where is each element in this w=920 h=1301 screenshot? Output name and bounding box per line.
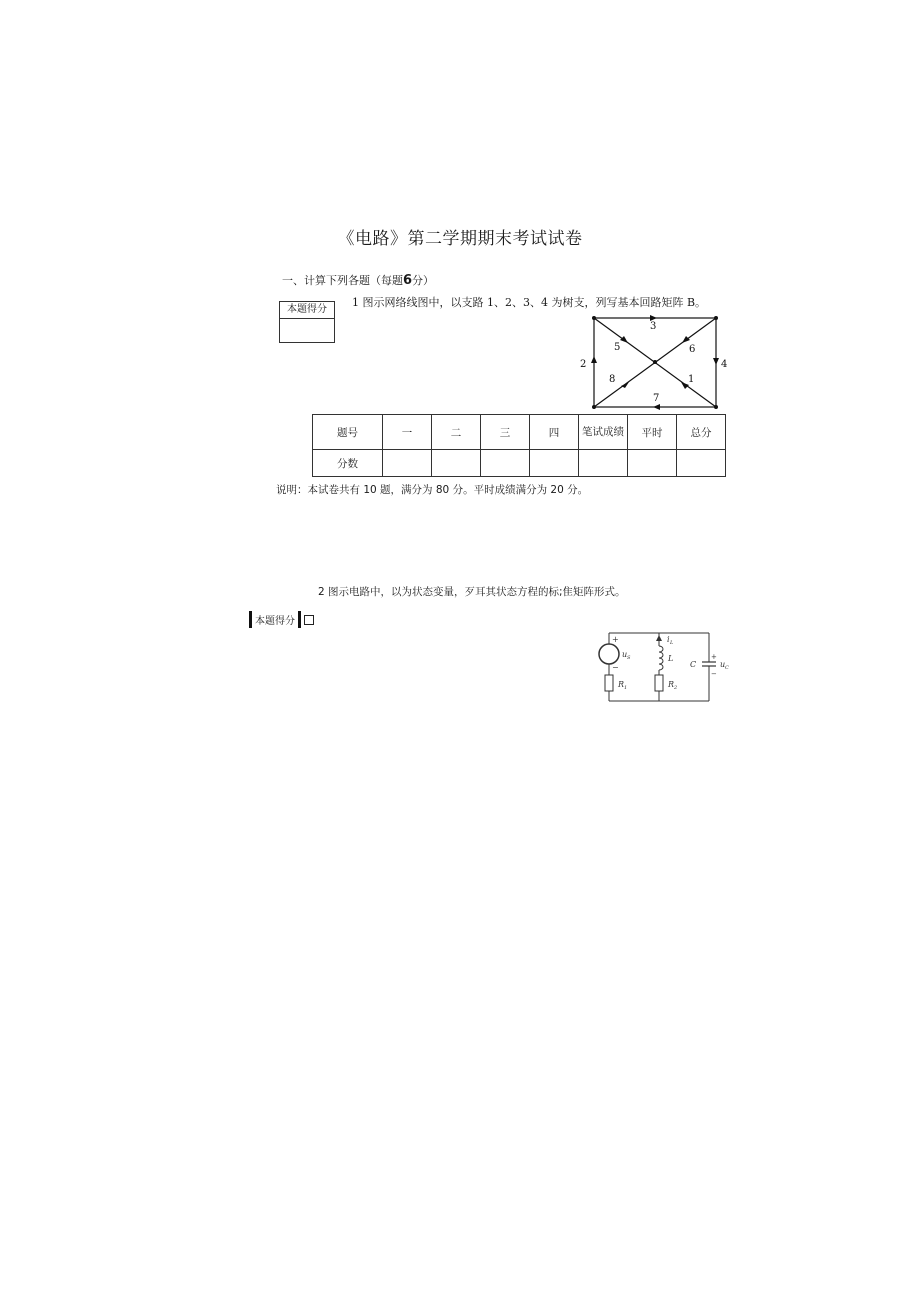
il-sub-label: L <box>670 640 674 646</box>
score-table-header-row <box>313 415 726 450</box>
score-cell[interactable] <box>530 450 579 477</box>
score-box-value[interactable] <box>280 319 334 342</box>
arrow-branch-5 <box>620 336 628 343</box>
score-bar-right <box>298 611 301 628</box>
r2-sub-label: 2 <box>674 685 678 691</box>
graph-label-4: 4 <box>721 359 728 370</box>
graph-node <box>714 316 718 320</box>
us-label: u <box>622 650 628 659</box>
resistor-r1-icon <box>605 675 613 691</box>
score-cell[interactable] <box>677 450 726 477</box>
resistor-r2-icon <box>655 675 663 691</box>
section-heading-prefix: 一、计算下列各题（每题 <box>282 274 403 287</box>
score-table-score-row <box>313 450 726 477</box>
graph-label-1: 1 <box>688 374 695 385</box>
r1-label: R <box>618 680 625 689</box>
section-heading <box>282 272 434 288</box>
us-sub-label: S <box>627 655 631 661</box>
uc-sub-label: C <box>725 665 729 671</box>
score-table-header: 题号 <box>313 415 383 450</box>
arrow-branch-4 <box>713 358 719 365</box>
graph-node <box>592 316 596 320</box>
c-label: C <box>690 660 697 669</box>
score-cell[interactable] <box>579 450 628 477</box>
graph-node <box>592 405 596 409</box>
arrow-branch-6 <box>682 336 690 343</box>
score-table-header: 平时 <box>628 415 677 450</box>
score-table-header: 二 <box>432 415 481 450</box>
graph-label-3: 3 <box>650 321 657 332</box>
circuit-diagram <box>595 629 745 705</box>
graph-label-7: 7 <box>653 393 660 404</box>
il-label: i <box>667 635 670 644</box>
score-table-row-label: 分数 <box>313 450 383 477</box>
score-table-header: 笔试成绩 <box>579 415 628 450</box>
question-2: 2 图示电路中，以为状态变量，歹耳其状态方程的标;隹矩阵形式。 <box>318 586 626 598</box>
network-graph <box>580 310 730 412</box>
r1-sub-label: 1 <box>624 685 628 691</box>
exam-title: 《电路》第二学期期末考试试卷 <box>337 229 583 249</box>
score-box-label: 本题得分 <box>280 302 334 319</box>
section-heading-suffix: 分） <box>412 274 435 287</box>
l-label: L <box>668 654 674 663</box>
score-cell[interactable] <box>383 450 432 477</box>
score-table-header: 三 <box>481 415 530 450</box>
score-cell[interactable] <box>481 450 530 477</box>
score-table-header: 四 <box>530 415 579 450</box>
r2-label: R <box>668 680 675 689</box>
score-cell[interactable] <box>628 450 677 477</box>
current-arrow-icon <box>656 635 662 641</box>
graph-node <box>653 360 657 364</box>
arrow-branch-2 <box>591 356 597 363</box>
score-cell[interactable] <box>432 450 481 477</box>
score-table-header: 一 <box>383 415 432 450</box>
graph-label-8: 8 <box>609 374 616 385</box>
uc-label: u <box>720 660 726 669</box>
voltage-source-icon <box>599 644 619 664</box>
question-1: 1 图示网络线图中，以支路 1、2、3、4 为树支，列写基本回路矩阵 B。 <box>352 296 707 309</box>
graph-label-5: 5 <box>614 342 621 353</box>
us-plus-label: + <box>612 635 619 644</box>
score-box-q2-label: 本题得分 <box>255 616 295 627</box>
inductor-icon <box>659 646 663 670</box>
section-points: 6 <box>403 273 413 288</box>
us-minus-label: − <box>612 663 619 672</box>
score-box-q1 <box>279 301 335 343</box>
graph-label-2: 2 <box>580 359 587 370</box>
score-box-q2 <box>249 611 314 628</box>
exam-note: 说明：本试卷共有 10 题，满分为 80 分。平时成绩满分为 20 分。 <box>276 484 589 496</box>
graph-node <box>714 405 718 409</box>
graph-label-6: 6 <box>689 344 696 355</box>
score-box-q2-value[interactable] <box>304 615 314 625</box>
uc-minus-label: − <box>711 670 717 678</box>
score-bar-left <box>249 611 252 628</box>
arrow-branch-7 <box>653 404 660 410</box>
uc-plus-label: + <box>711 653 717 661</box>
score-table-header: 总分 <box>677 415 726 450</box>
score-table <box>312 414 726 477</box>
